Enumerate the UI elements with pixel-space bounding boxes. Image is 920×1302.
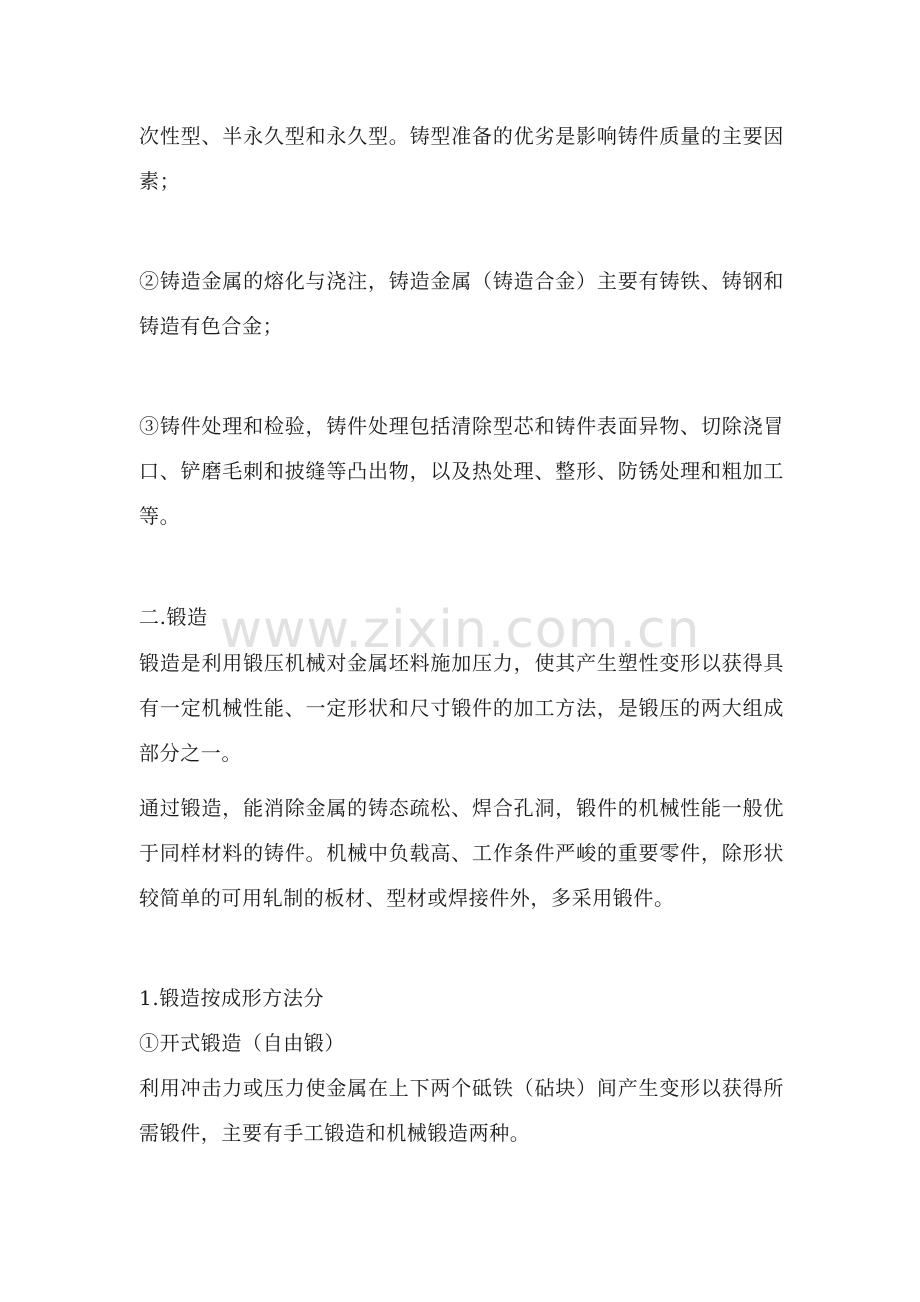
- paragraph-melting-pouring: ②铸造金属的熔化与浇注，铸造金属（铸造合金）主要有铸铁、铸钢和铸造有色合金；: [139, 269, 784, 338]
- section-heading-forging: 二.锻造: [139, 605, 208, 629]
- subheading-forming-method: 1.锻造按成形方法分: [139, 986, 325, 1010]
- paragraph-forging-definition: 锻造是利用锻压机械对金属坯料施加压力，使其产生塑性变形以获得具有一定机械性能、一定形状和尺寸锻件的加工方法，是锻压的两大组成部分之一。: [139, 651, 784, 765]
- paragraph-open-die-description: 利用冲击力或压力使金属在上下两个砥铁（砧块）间产生变形以获得所需锻件，主要有手工锻造和机械锻造两种。: [139, 1076, 784, 1145]
- paragraph-mold-types: 次性型、半永久型和永久型。铸型准备的优劣是影响铸件质量的主要因素；: [139, 124, 784, 193]
- watermark: www.zixin.com.cn: [219, 600, 701, 660]
- paragraph-casting-treatment: ③铸件处理和检验，铸件处理包括清除型芯和铸件表面异物、切除浇冒口、铲磨毛刺和披缝等凸出物，以及热处理、整形、防锈处理和粗加工等。: [139, 414, 784, 528]
- subheading-open-die-forging: ①开式锻造（自由锻）: [139, 1031, 345, 1055]
- paragraph-forging-advantages: 通过锻造，能消除金属的铸态疏松、焊合孔洞，锻件的机械性能一般优于同样材料的铸件。机械中负载高、工作条件严峻的重要零件，除形状较简单的可用轧制的板材、型材或焊接件外，多采用锻件。: [139, 796, 784, 910]
